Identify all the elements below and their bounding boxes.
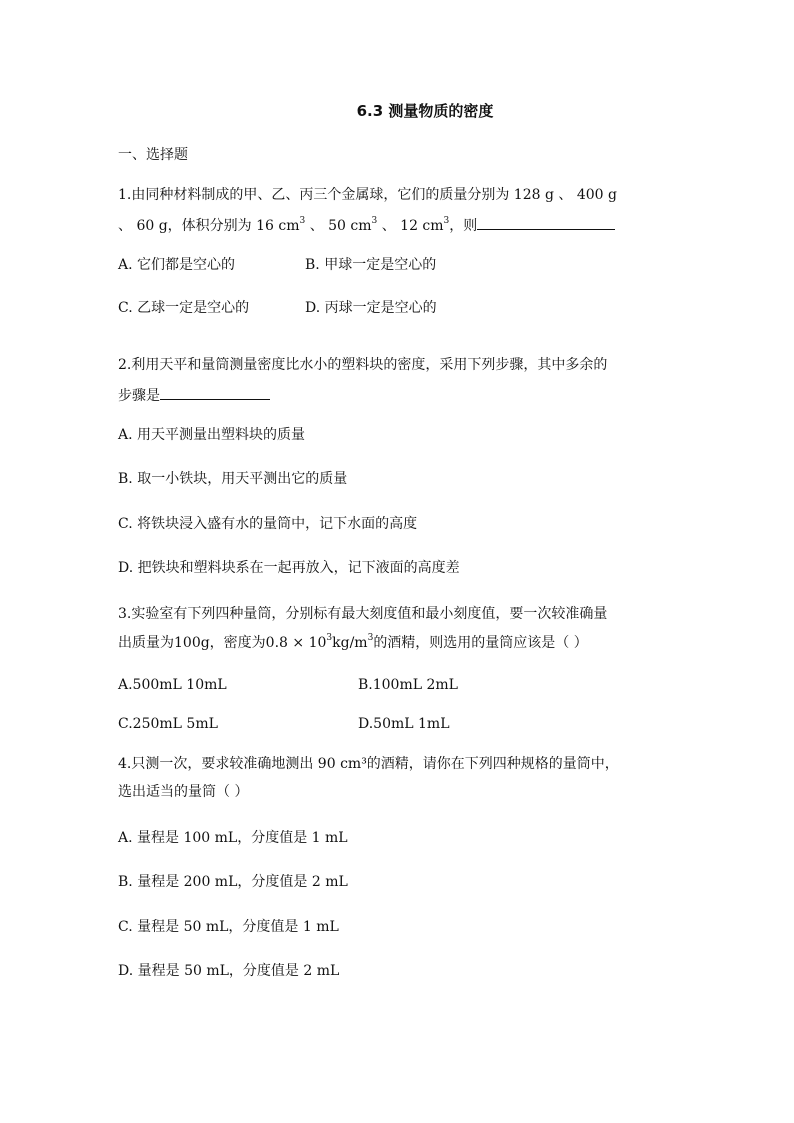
q1-option-d: D. 丙球一定是空心的 (305, 300, 437, 316)
q4-option-d: D. 量程是 50 mL，分度值是 2 mL (118, 963, 340, 979)
q4-line1: 4.只测一次，要求较准确地测出 90 cm³的酒精，请你在下列四种规格的量筒中， (118, 756, 619, 772)
q1-text-d: ，则 (449, 218, 478, 234)
answer-blank[interactable] (160, 383, 270, 400)
q2-line2 (118, 383, 270, 406)
q1-line2 (118, 213, 615, 236)
q3-text-a: 出质量为100g，密度为0.8 × 10 (118, 635, 327, 651)
q1-sup: 3 (443, 216, 450, 227)
q1-option-a: A. 它们都是空心的 (118, 257, 236, 273)
q3-line2 (118, 633, 588, 653)
q1-option-c: C. 乙球一定是空心的 (118, 300, 250, 316)
q2-option-c: C. 将铁块浸入盛有水的量筒中，记下水面的高度 (118, 516, 418, 532)
section-heading: 一、选择题 (118, 147, 188, 163)
q1-option-b: B. 甲球一定是空心的 (305, 257, 437, 273)
q1-text-b: 、 50 cm (305, 218, 372, 234)
q3-text-c: 的酒精，则选用的量筒应该是（ ） (373, 635, 588, 651)
answer-blank[interactable] (477, 213, 615, 230)
q3-option-d: D.50mL 1mL (358, 716, 450, 732)
q1-line1: 1.由同种材料制成的甲、乙、丙三个金属球，它们的质量分别为 128 g 、 400 g (118, 187, 617, 203)
q1-text-c: 、 12 cm (377, 218, 444, 234)
q2-option-d: D. 把铁块和塑料块系在一起再放入，记下液面的高度差 (118, 560, 460, 576)
q3-line1: 3.实验室有下列四种量筒，分别标有最大刻度值和最小刻度值，要一次较准确量 (118, 606, 608, 622)
q3-option-b: B.100mL 2mL (358, 677, 458, 693)
q3-text-b: kg/m (332, 635, 368, 651)
q3-option-a: A.500mL 10mL (118, 677, 227, 693)
q1-text-a: 、 60 g，体积分别为 16 cm (118, 218, 300, 234)
q4-option-b: B. 量程是 200 mL，分度值是 2 mL (118, 874, 348, 890)
q1-sup: 3 (299, 216, 306, 227)
q4-option-c: C. 量程是 50 mL，分度值是 1 mL (118, 919, 339, 935)
q2-text: 步骤是 (118, 388, 160, 404)
q2-option-b: B. 取一小铁块，用天平测出它的质量 (118, 471, 348, 487)
q3-option-c: C.250mL 5mL (118, 716, 218, 732)
q2-line1: 2.利用天平和量筒测量密度比水小的塑料块的密度，采用下列步骤，其中多余的 (118, 357, 608, 373)
q3-sup2: 3 (367, 633, 374, 644)
page-title: 6.3 测量物质的密度 (356, 102, 494, 120)
q1-sup: 3 (371, 216, 378, 227)
q4-line2: 选出适当的量筒（ ） (118, 784, 249, 800)
q4-option-a: A. 量程是 100 mL，分度值是 1 mL (118, 830, 348, 846)
q2-option-a: A. 用天平测量出塑料块的质量 (118, 427, 306, 443)
q3-sup1: 3 (326, 633, 333, 644)
